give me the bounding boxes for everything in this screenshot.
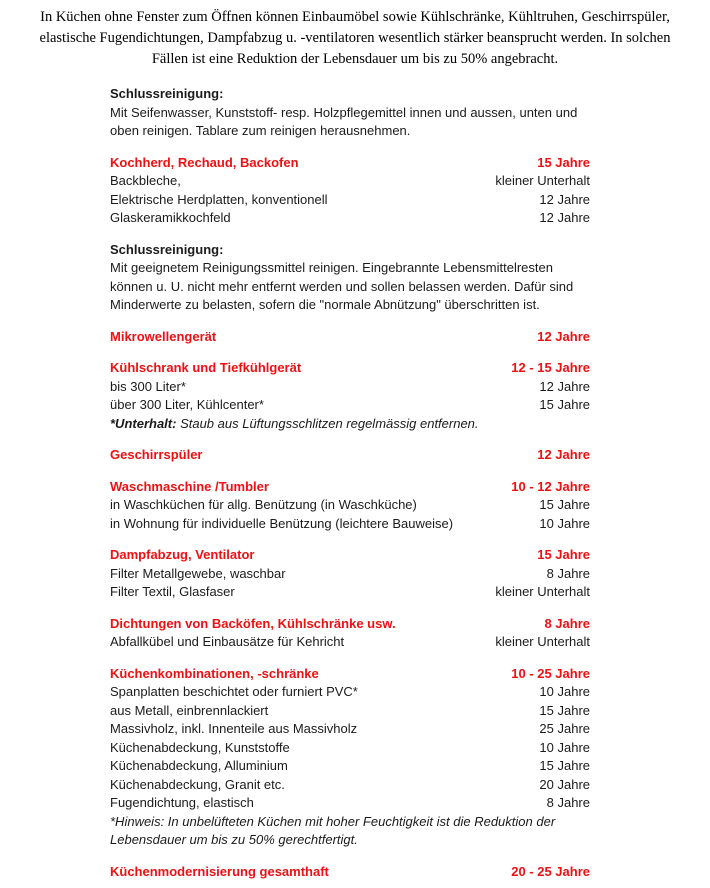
intro-paragraph bbox=[0, 7, 710, 70]
row-value: 25 Jahre bbox=[539, 721, 590, 736]
row-value: kleiner Unterhalt bbox=[495, 584, 590, 599]
table-row bbox=[110, 396, 590, 415]
table-row bbox=[110, 496, 590, 515]
section-lifespan-value: 10 - 12 Jahre bbox=[511, 478, 590, 494]
table-row bbox=[110, 683, 590, 702]
table-row bbox=[110, 633, 590, 652]
row-value: 10 Jahre bbox=[539, 515, 590, 531]
section-lifespan-value: 15 Jahre bbox=[537, 547, 590, 562]
lifespan-section bbox=[110, 328, 590, 347]
section-header bbox=[110, 328, 590, 347]
section-title: Kühlschrank und Tiefkühlgerät bbox=[110, 360, 302, 375]
section-header bbox=[110, 665, 590, 684]
footnote-text: *Hinweis: In unbelüfteten Küchen mit hoher Feuchtigkeit ist die Reduktion der Lebensdauer um bis zu 50% gerechtfertigt. bbox=[110, 813, 556, 847]
section-lifespan-value: 15 Jahre bbox=[537, 154, 590, 170]
row-label: Elektrische Herdplatten, konventionell bbox=[110, 191, 328, 207]
cleaning-note bbox=[110, 85, 590, 141]
table-row bbox=[110, 720, 590, 739]
row-label: in Wohnung für individuelle Benützung (leichtere Bauweise) bbox=[110, 515, 454, 531]
lifespan-section bbox=[110, 446, 590, 465]
row-label: Massivholz, inkl. Innenteile aus Massivholz bbox=[110, 721, 358, 736]
note-body: Mit geeignetem Reinigungssmittel reinigen. Eingebrannte Lebensmittelresten können u. U. nicht mehr entfernt werden und sollen belassen werden. Dafür sind Minderwerte zu belasten, sofern die "normale Abnützung" überschritten ist. bbox=[110, 260, 574, 312]
lifespan-section bbox=[110, 478, 590, 534]
lifespan-section bbox=[110, 154, 590, 228]
row-value: 12 Jahre bbox=[539, 191, 590, 207]
row-value: kleiner Unterhalt bbox=[495, 634, 590, 649]
section-title: Dichtungen von Backöfen, Kühlschränke usw. bbox=[110, 615, 396, 631]
section-title: Geschirrspüler bbox=[110, 447, 203, 462]
section-lifespan-value: 12 Jahre bbox=[537, 328, 590, 344]
footnote bbox=[110, 813, 588, 850]
table-row bbox=[110, 776, 590, 795]
row-label: Abfallkübel und Einbausätze für Kehricht bbox=[110, 634, 345, 649]
row-value: 12 Jahre bbox=[539, 378, 590, 394]
section-lifespan-value: 12 - 15 Jahre bbox=[511, 360, 590, 375]
footnote-prefix: *Unterhalt: bbox=[110, 415, 177, 431]
table-row bbox=[110, 191, 590, 210]
row-label: Glaskeramikkochfeld bbox=[110, 210, 231, 225]
row-label: Backbleche, bbox=[110, 173, 181, 188]
lifespan-section bbox=[110, 665, 590, 850]
row-label: über 300 Liter, Kühlcenter* bbox=[110, 397, 264, 412]
section-header bbox=[110, 154, 590, 173]
row-label: Filter Textil, Glasfaser bbox=[110, 584, 235, 599]
row-value: 8 Jahre bbox=[546, 565, 590, 581]
section-header bbox=[110, 359, 590, 378]
row-value: 20 Jahre bbox=[539, 776, 590, 792]
section-header bbox=[110, 615, 590, 634]
document-page bbox=[0, 7, 710, 881]
row-label: bis 300 Liter* bbox=[110, 378, 186, 394]
row-value: 10 Jahre bbox=[539, 739, 590, 755]
row-value: 15 Jahre bbox=[539, 397, 590, 412]
row-value: 10 Jahre bbox=[539, 684, 590, 699]
row-value: kleiner Unterhalt bbox=[495, 173, 590, 188]
row-value: 12 Jahre bbox=[539, 210, 590, 225]
section-lifespan-value: 10 - 25 Jahre bbox=[511, 665, 590, 681]
section-header bbox=[110, 478, 590, 497]
table-row bbox=[110, 757, 590, 776]
table-row bbox=[110, 172, 590, 191]
table-row bbox=[110, 209, 590, 228]
lifespan-section bbox=[110, 615, 590, 652]
table-row bbox=[110, 378, 590, 397]
row-value: 15 Jahre bbox=[539, 497, 590, 512]
row-label: Küchenabdeckung, Granit etc. bbox=[110, 776, 285, 792]
table-row bbox=[110, 794, 590, 813]
note-body: Mit Seifenwasser, Kunststoff- resp. Holzpflegemittel innen und aussen, unten und oben reinigen. Tablare zum reinigen herausnehmen. bbox=[110, 104, 578, 138]
row-value: 15 Jahre bbox=[539, 758, 590, 773]
note-title: Schlussreinigung: bbox=[110, 86, 224, 101]
section-title: Mikrowellengerät bbox=[110, 328, 217, 344]
section-lifespan-value: 8 Jahre bbox=[544, 615, 590, 631]
table-row bbox=[110, 565, 590, 584]
lifespan-section bbox=[110, 359, 590, 433]
footnote bbox=[110, 415, 588, 434]
row-label: in Waschküchen für allg. Benützung (in Waschküche) bbox=[110, 497, 417, 512]
row-label: Spanplatten beschichtet oder furniert PVC* bbox=[110, 684, 358, 699]
lifespan-section bbox=[110, 546, 590, 602]
section-lifespan-value: 12 Jahre bbox=[537, 447, 590, 462]
table-row bbox=[110, 583, 590, 602]
footnote-text: Staub aus Lüftungsschlitzen regelmässig entfernen. bbox=[176, 415, 479, 431]
note-title: Schlussreinigung: bbox=[110, 241, 224, 257]
table-row bbox=[110, 702, 590, 721]
section-header bbox=[110, 446, 590, 465]
row-value: 15 Jahre bbox=[539, 702, 590, 718]
section-title: Küchenmodernisierung gesamthaft bbox=[110, 863, 329, 879]
section-title: Dampfabzug, Ventilator bbox=[110, 547, 255, 562]
intro-line: Fällen ist eine Reduktion der Lebensdauer um bis zu 50% angebracht. bbox=[151, 51, 559, 67]
row-label: Küchenabdeckung, Kunststoffe bbox=[110, 739, 290, 755]
section-header bbox=[110, 546, 590, 565]
row-label: aus Metall, einbrennlackiert bbox=[110, 702, 269, 718]
row-value: 8 Jahre bbox=[546, 795, 590, 810]
section-title: Waschmaschine /Tumbler bbox=[110, 478, 269, 494]
section-lifespan-value: 20 - 25 Jahre bbox=[511, 863, 590, 879]
intro-line: elastische Fugendichtungen, Dampfabzug u. -ventilatoren wesentlich stärker beansprucht werden. In solchen bbox=[39, 30, 671, 46]
cleaning-note bbox=[110, 241, 590, 315]
lifespan-list bbox=[110, 85, 590, 881]
lifespan-section bbox=[110, 863, 590, 882]
table-row bbox=[110, 739, 590, 758]
intro-line: In Küchen ohne Fenster zum Öffnen können Einbaumöbel sowie Kühlschränke, Kühltruhen, Geschirrspüler, bbox=[40, 9, 670, 25]
table-row bbox=[110, 515, 590, 534]
row-label: Küchenabdeckung, Alluminium bbox=[110, 758, 288, 773]
row-label: Filter Metallgewebe, waschbar bbox=[110, 565, 286, 581]
section-title: Kochherd, Rechaud, Backofen bbox=[110, 154, 299, 170]
section-title: Küchenkombinationen, -schränke bbox=[110, 665, 319, 681]
section-header bbox=[110, 863, 590, 882]
row-label: Fugendichtung, elastisch bbox=[110, 795, 254, 810]
